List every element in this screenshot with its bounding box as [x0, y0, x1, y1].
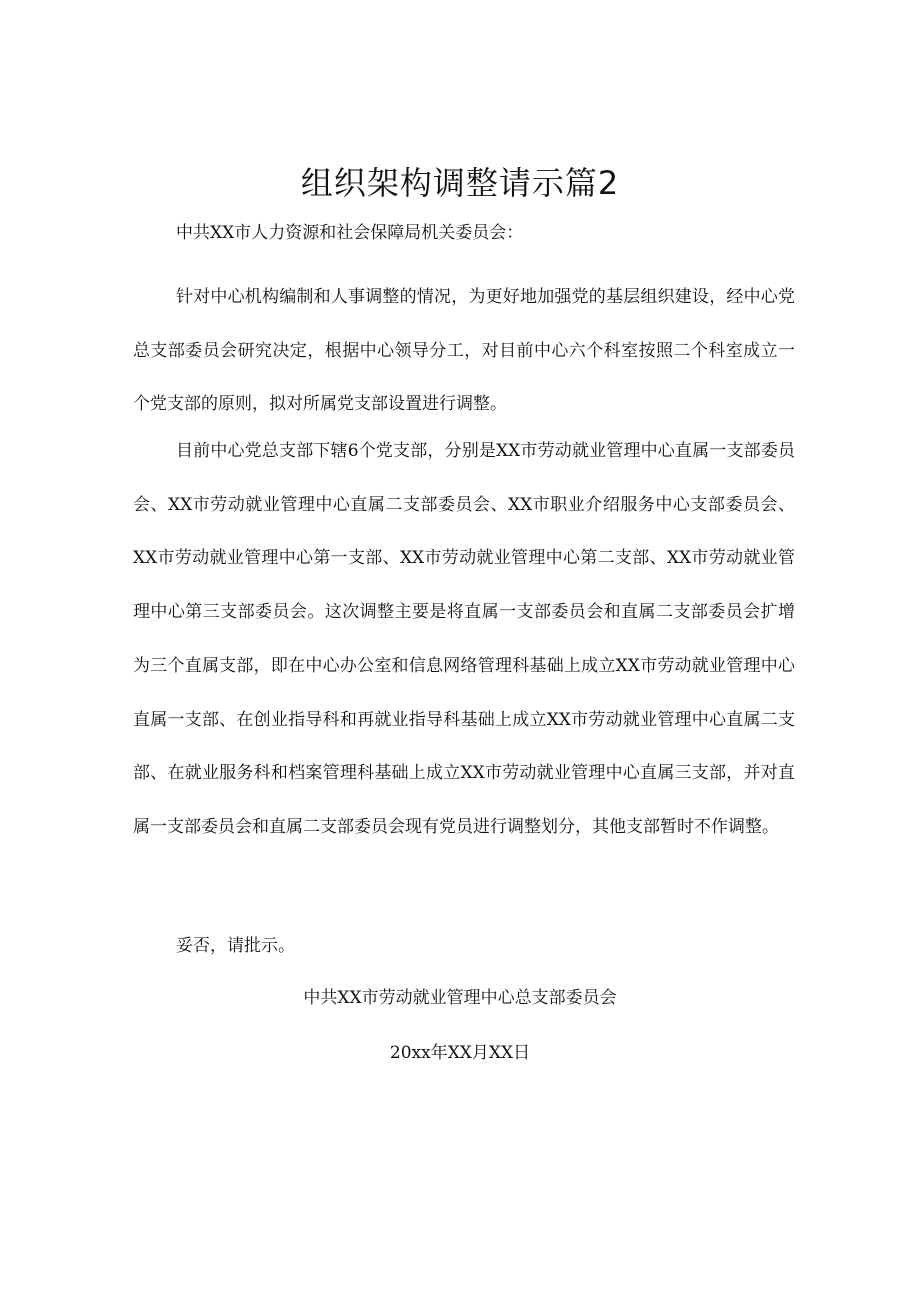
paragraph-2: 目前中心党总支部下辖6个党支部，分别是XX市劳动就业管理中心直属一支部委员会、XX市劳动就业管理中心直属二支部委员会、XX市职业介绍服务中心支部委员会、XX市劳动就业管理中心第一支部、XX市劳动就业管理中心第二支部、XX市劳动就业管理中心第三支部委员会。这次调整主要是将直属一支部委员会和直属二支部委员会扩增为三个直属支部，即在中心办公室和信息网络管理科基础上成立XX市劳动就业管理中心直属一支部、在创业指导科和再就业指导科基础上成立XX市劳动就业管理中心直属二支部、在就业服务科和档案管理科基础上成立XX市劳动就业管理中心直属三支部，并对直属一支部委员会和直属二支部委员会现有党员进行调整划分，其他支部暂时不作调整。	[133, 441, 795, 837]
page-title: 组织架构调整请示篇2	[300, 164, 620, 203]
date-line: 20xx年XX月XX日	[389, 1043, 531, 1063]
paragraph-1: 针对中心机构编制和人事调整的情况，为更好地加强党的基层组织建设，经中心党总支部委员会研究决定，根据中心领导分工，对目前中心六个科室按照二个科室成立一个党支部的原则，拟对所属党支部设置进行调整。	[133, 287, 795, 415]
signature: 中共XX市劳动就业管理中心总支部委员会	[303, 988, 617, 1008]
closing-line: 妥否，请批示。	[176, 936, 295, 956]
salutation: 中共XX市人力资源和社会保障局机关委员会：	[176, 223, 524, 243]
